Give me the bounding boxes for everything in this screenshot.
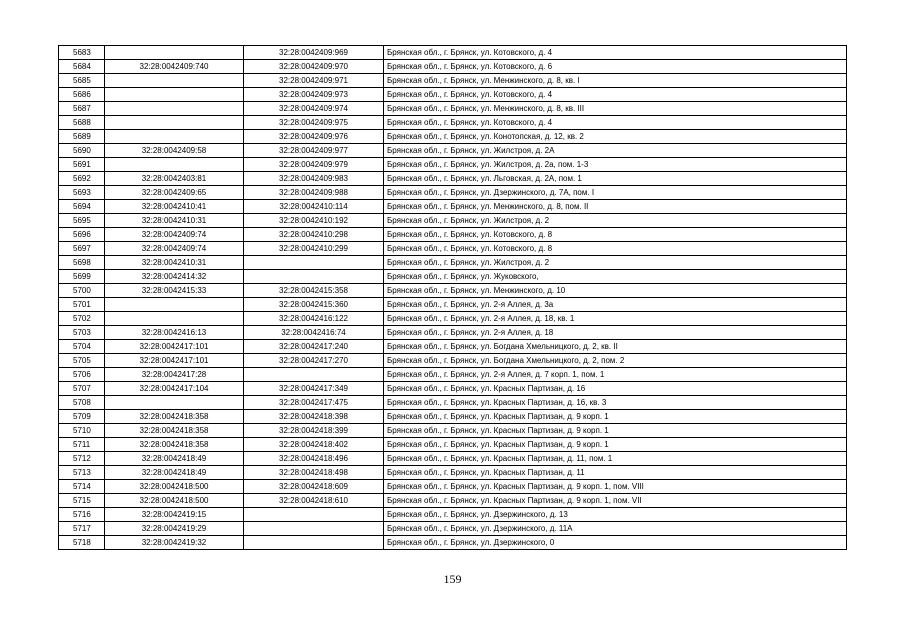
address-cell: Брянская обл., г. Брянск, ул. Красных Партизан, д. 9 корп. 1, пом. VII <box>384 494 847 508</box>
address-cell: Брянская обл., г. Брянск, ул. Менжинского, д. 10 <box>384 284 847 298</box>
address-cell: Брянская обл., г. Брянск, ул. Котовского, д. 6 <box>384 60 847 74</box>
row-number-cell: 5693 <box>59 186 105 200</box>
new-cadastral-number-cell <box>244 256 384 270</box>
row-number-cell: 5715 <box>59 494 105 508</box>
new-cadastral-number-cell: 32:28:0042415:360 <box>244 298 384 312</box>
table-row <box>59 200 847 214</box>
row-number-cell: 5689 <box>59 130 105 144</box>
new-cadastral-number-cell: 32:28:0042409:983 <box>244 172 384 186</box>
new-cadastral-number-cell: 32:28:0042418:498 <box>244 466 384 480</box>
row-number-cell: 5701 <box>59 298 105 312</box>
table-row <box>59 312 847 326</box>
old-cadastral-number-cell: 32:28:0042418:358 <box>105 438 244 452</box>
address-cell: Брянская обл., г. Брянск, ул. Жилстроя, д. 2 <box>384 256 847 270</box>
old-cadastral-number-cell <box>105 74 244 88</box>
new-cadastral-number-cell: 32:28:0042409:976 <box>244 130 384 144</box>
address-cell: Брянская обл., г. Брянск, ул. Красных Партизан, д. 11, пом. 1 <box>384 452 847 466</box>
address-cell: Брянская обл., г. Брянск, ул. 2-я Аллея, д. 7 корп. 1, пом. 1 <box>384 368 847 382</box>
new-cadastral-number-cell: 32:28:0042418:610 <box>244 494 384 508</box>
new-cadastral-number-cell: 32:28:0042409:970 <box>244 60 384 74</box>
table-row <box>59 88 847 102</box>
old-cadastral-number-cell: 32:28:0042419:32 <box>105 536 244 550</box>
old-cadastral-number-cell <box>105 102 244 116</box>
row-number-cell: 5709 <box>59 410 105 424</box>
row-number-cell: 5688 <box>59 116 105 130</box>
table-row <box>59 382 847 396</box>
new-cadastral-number-cell: 32:28:0042418:402 <box>244 438 384 452</box>
table-row <box>59 46 847 60</box>
row-number-cell: 5685 <box>59 74 105 88</box>
address-cell: Брянская обл., г. Брянск, ул. Котовского, д. 4 <box>384 88 847 102</box>
address-cell: Брянская обл., г. Брянск, ул. Дзержинского, 0 <box>384 536 847 550</box>
old-cadastral-number-cell: 32:28:0042409:58 <box>105 144 244 158</box>
table-row <box>59 466 847 480</box>
new-cadastral-number-cell: 32:28:0042418:398 <box>244 410 384 424</box>
table-row <box>59 410 847 424</box>
row-number-cell: 5703 <box>59 326 105 340</box>
row-number-cell: 5707 <box>59 382 105 396</box>
old-cadastral-number-cell: 32:28:0042409:74 <box>105 242 244 256</box>
old-cadastral-number-cell: 32:28:0042418:500 <box>105 480 244 494</box>
old-cadastral-number-cell: 32:28:0042417:28 <box>105 368 244 382</box>
new-cadastral-number-cell: 32:28:0042409:975 <box>244 116 384 130</box>
new-cadastral-number-cell: 32:28:0042409:977 <box>244 144 384 158</box>
table-row <box>59 354 847 368</box>
row-number-cell: 5705 <box>59 354 105 368</box>
row-number-cell: 5712 <box>59 452 105 466</box>
old-cadastral-number-cell <box>105 298 244 312</box>
table-row <box>59 60 847 74</box>
new-cadastral-number-cell <box>244 536 384 550</box>
address-cell: Брянская обл., г. Брянск, ул. Дзержинского, д. 11А <box>384 522 847 536</box>
table-row <box>59 172 847 186</box>
row-number-cell: 5702 <box>59 312 105 326</box>
row-number-cell: 5683 <box>59 46 105 60</box>
address-cell: Брянская обл., г. Брянск, ул. Менжинского, д. 8, кв. I <box>384 74 847 88</box>
row-number-cell: 5694 <box>59 200 105 214</box>
table-row <box>59 452 847 466</box>
new-cadastral-number-cell <box>244 270 384 284</box>
table-row <box>59 438 847 452</box>
old-cadastral-number-cell <box>105 116 244 130</box>
new-cadastral-number-cell <box>244 508 384 522</box>
table-row <box>59 536 847 550</box>
new-cadastral-number-cell: 32:28:0042409:979 <box>244 158 384 172</box>
row-number-cell: 5697 <box>59 242 105 256</box>
address-cell: Брянская обл., г. Брянск, ул. Льговская, д. 2А, пом. 1 <box>384 172 847 186</box>
table-row <box>59 284 847 298</box>
new-cadastral-number-cell: 32:28:0042417:475 <box>244 396 384 410</box>
address-cell: Брянская обл., г. Брянск, ул. Жилстроя, д. 2А <box>384 144 847 158</box>
new-cadastral-number-cell: 32:28:0042416:74 <box>244 326 384 340</box>
row-number-cell: 5690 <box>59 144 105 158</box>
new-cadastral-number-cell: 32:28:0042410:298 <box>244 228 384 242</box>
row-number-cell: 5700 <box>59 284 105 298</box>
address-cell: Брянская обл., г. Брянск, ул. Красных Партизан, д. 9 корп. 1 <box>384 424 847 438</box>
row-number-cell: 5711 <box>59 438 105 452</box>
old-cadastral-number-cell <box>105 88 244 102</box>
address-cell: Брянская обл., г. Брянск, ул. Красных Партизан, д. 9 корп. 1, пом. VIII <box>384 480 847 494</box>
row-number-cell: 5692 <box>59 172 105 186</box>
row-number-cell: 5717 <box>59 522 105 536</box>
address-cell: Брянская обл., г. Брянск, ул. Менжинского, д. 8, кв. III <box>384 102 847 116</box>
table-row <box>59 186 847 200</box>
old-cadastral-number-cell: 32:28:0042418:358 <box>105 424 244 438</box>
old-cadastral-number-cell <box>105 158 244 172</box>
old-cadastral-number-cell: 32:28:0042417:101 <box>105 354 244 368</box>
address-cell: Брянская обл., г. Брянск, ул. Красных Партизан, д. 16 <box>384 382 847 396</box>
new-cadastral-number-cell: 32:28:0042418:496 <box>244 452 384 466</box>
address-cell: Брянская обл., г. Брянск, ул. 2-я Аллея, д. 18 <box>384 326 847 340</box>
old-cadastral-number-cell: 32:28:0042418:358 <box>105 410 244 424</box>
table-row <box>59 424 847 438</box>
new-cadastral-number-cell: 32:28:0042409:969 <box>244 46 384 60</box>
address-cell: Брянская обл., г. Брянск, ул. 2-я Аллея, д. 3а <box>384 298 847 312</box>
address-cell: Брянская обл., г. Брянск, ул. Красных Партизан, д. 9 корп. 1 <box>384 410 847 424</box>
table-row <box>59 256 847 270</box>
new-cadastral-number-cell: 32:28:0042410:114 <box>244 200 384 214</box>
address-cell: Брянская обл., г. Брянск, ул. Богдана Хмельницкого, д. 2, пом. 2 <box>384 354 847 368</box>
address-cell: Брянская обл., г. Брянск, ул. Красных Партизан, д. 11 <box>384 466 847 480</box>
address-cell: Брянская обл., г. Брянск, ул. Котовского, д. 8 <box>384 228 847 242</box>
table-row <box>59 368 847 382</box>
row-number-cell: 5713 <box>59 466 105 480</box>
row-number-cell: 5699 <box>59 270 105 284</box>
old-cadastral-number-cell: 32:28:0042409:65 <box>105 186 244 200</box>
row-number-cell: 5704 <box>59 340 105 354</box>
address-cell: Брянская обл., г. Брянск, ул. 2-я Аллея, д. 18, кв. 1 <box>384 312 847 326</box>
new-cadastral-number-cell: 32:28:0042417:349 <box>244 382 384 396</box>
old-cadastral-number-cell: 32:28:0042416:13 <box>105 326 244 340</box>
old-cadastral-number-cell: 32:28:0042418:500 <box>105 494 244 508</box>
address-cell: Брянская обл., г. Брянск, ул. Дзержинского, д. 7А, пом. I <box>384 186 847 200</box>
new-cadastral-number-cell: 32:28:0042418:609 <box>244 480 384 494</box>
new-cadastral-number-cell <box>244 368 384 382</box>
new-cadastral-number-cell: 32:28:0042409:971 <box>244 74 384 88</box>
old-cadastral-number-cell <box>105 46 244 60</box>
new-cadastral-number-cell: 32:28:0042416:122 <box>244 312 384 326</box>
address-cell: Брянская обл., г. Брянск, ул. Котовского, д. 4 <box>384 46 847 60</box>
table-row <box>59 144 847 158</box>
address-cell: Брянская обл., г. Брянск, ул. Богдана Хмельницкого, д. 2, кв. II <box>384 340 847 354</box>
old-cadastral-number-cell: 32:28:0042403:81 <box>105 172 244 186</box>
address-cell: Брянская обл., г. Брянск, ул. Дзержинского, д. 13 <box>384 508 847 522</box>
address-cell: Брянская обл., г. Брянск, ул. Жуковского, <box>384 270 847 284</box>
old-cadastral-number-cell: 32:28:0042417:104 <box>105 382 244 396</box>
table-row <box>59 508 847 522</box>
new-cadastral-number-cell: 32:28:0042409:988 <box>244 186 384 200</box>
old-cadastral-number-cell <box>105 312 244 326</box>
table-row <box>59 242 847 256</box>
table-row <box>59 116 847 130</box>
row-number-cell: 5710 <box>59 424 105 438</box>
new-cadastral-number-cell: 32:28:0042415:358 <box>244 284 384 298</box>
new-cadastral-number-cell <box>244 522 384 536</box>
old-cadastral-number-cell <box>105 130 244 144</box>
new-cadastral-number-cell: 32:28:0042417:270 <box>244 354 384 368</box>
table-body <box>59 46 847 550</box>
old-cadastral-number-cell: 32:28:0042419:15 <box>105 508 244 522</box>
row-number-cell: 5706 <box>59 368 105 382</box>
table-row <box>59 396 847 410</box>
row-number-cell: 5695 <box>59 214 105 228</box>
old-cadastral-number-cell: 32:28:0042417:101 <box>105 340 244 354</box>
table-row <box>59 522 847 536</box>
row-number-cell: 5698 <box>59 256 105 270</box>
address-cell: Брянская обл., г. Брянск, ул. Конотопская, д. 12, кв. 2 <box>384 130 847 144</box>
old-cadastral-number-cell: 32:28:0042418:49 <box>105 466 244 480</box>
row-number-cell: 5684 <box>59 60 105 74</box>
old-cadastral-number-cell: 32:28:0042409:740 <box>105 60 244 74</box>
row-number-cell: 5686 <box>59 88 105 102</box>
row-number-cell: 5714 <box>59 480 105 494</box>
table-row <box>59 480 847 494</box>
address-cell: Брянская обл., г. Брянск, ул. Жилстроя, д. 2а, пом. 1-3 <box>384 158 847 172</box>
row-number-cell: 5716 <box>59 508 105 522</box>
row-number-cell: 5687 <box>59 102 105 116</box>
address-cell: Брянская обл., г. Брянск, ул. Жилстроя, д. 2 <box>384 214 847 228</box>
table-row <box>59 494 847 508</box>
row-number-cell: 5718 <box>59 536 105 550</box>
table-row <box>59 228 847 242</box>
table-row <box>59 158 847 172</box>
old-cadastral-number-cell: 32:28:0042415:33 <box>105 284 244 298</box>
new-cadastral-number-cell: 32:28:0042410:299 <box>244 242 384 256</box>
old-cadastral-number-cell: 32:28:0042410:31 <box>105 214 244 228</box>
table-row <box>59 74 847 88</box>
old-cadastral-number-cell: 32:28:0042419:29 <box>105 522 244 536</box>
new-cadastral-number-cell: 32:28:0042418:399 <box>244 424 384 438</box>
old-cadastral-number-cell: 32:28:0042414:32 <box>105 270 244 284</box>
new-cadastral-number-cell: 32:28:0042409:974 <box>244 102 384 116</box>
new-cadastral-number-cell: 32:28:0042417:240 <box>244 340 384 354</box>
old-cadastral-number-cell: 32:28:0042410:41 <box>105 200 244 214</box>
row-number-cell: 5691 <box>59 158 105 172</box>
table-row <box>59 340 847 354</box>
row-number-cell: 5708 <box>59 396 105 410</box>
row-number-cell: 5696 <box>59 228 105 242</box>
address-cell: Брянская обл., г. Брянск, ул. Красных Партизан, д. 9 корп. 1 <box>384 438 847 452</box>
old-cadastral-number-cell: 32:28:0042410:31 <box>105 256 244 270</box>
table-row <box>59 130 847 144</box>
table-row <box>59 102 847 116</box>
page-number: 159 <box>443 572 462 586</box>
address-cell: Брянская обл., г. Брянск, ул. Котовского, д. 8 <box>384 242 847 256</box>
table-row <box>59 298 847 312</box>
address-cell: Брянская обл., г. Брянск, ул. Менжинского, д. 8, пом. II <box>384 200 847 214</box>
registry-table <box>58 45 847 550</box>
table-row <box>59 270 847 284</box>
new-cadastral-number-cell: 32:28:0042409:973 <box>244 88 384 102</box>
table-row <box>59 214 847 228</box>
old-cadastral-number-cell: 32:28:0042409:74 <box>105 228 244 242</box>
old-cadastral-number-cell <box>105 396 244 410</box>
old-cadastral-number-cell: 32:28:0042418:49 <box>105 452 244 466</box>
table-row <box>59 326 847 340</box>
address-cell: Брянская обл., г. Брянск, ул. Красных Партизан, д. 16, кв. 3 <box>384 396 847 410</box>
new-cadastral-number-cell: 32:28:0042410:192 <box>244 214 384 228</box>
address-cell: Брянская обл., г. Брянск, ул. Котовского, д. 4 <box>384 116 847 130</box>
